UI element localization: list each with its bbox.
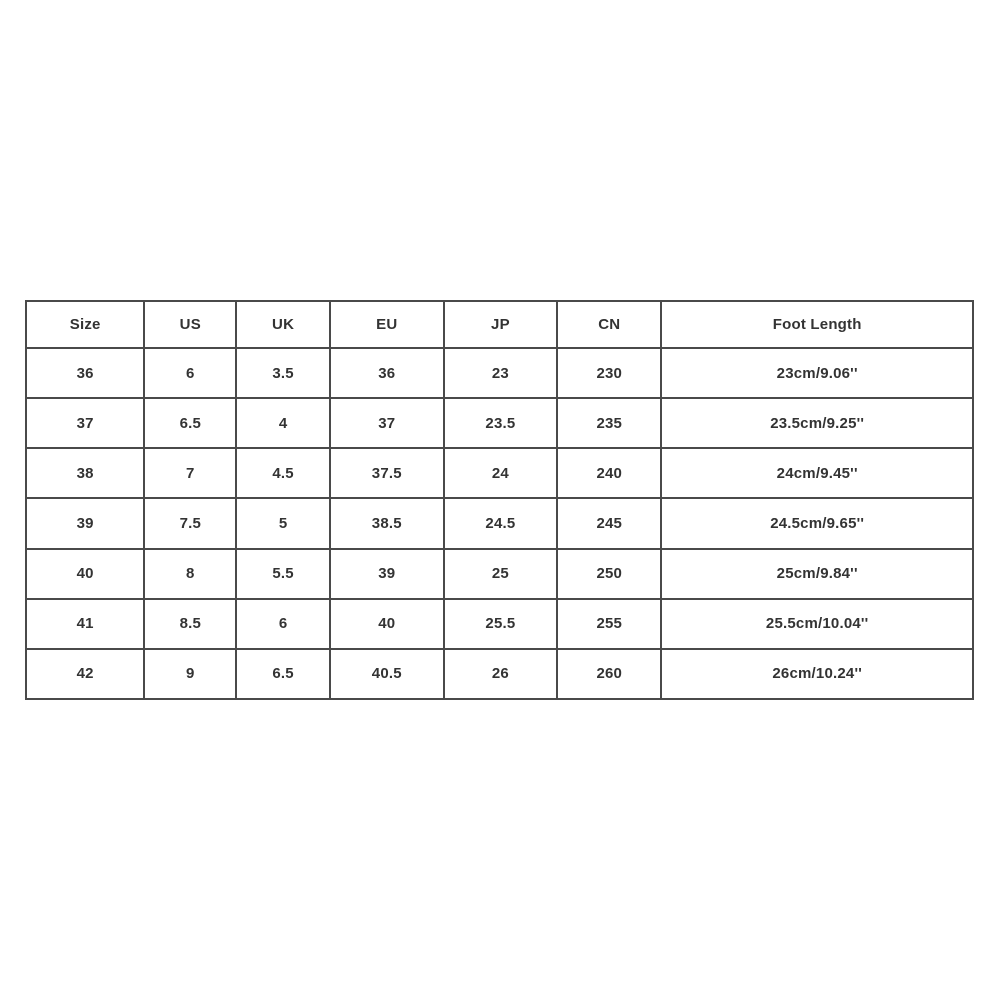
table-cell: 4 — [236, 398, 330, 448]
table-cell: 38 — [26, 448, 144, 498]
table-cell: 6 — [144, 348, 236, 398]
table-cell: 6 — [236, 599, 330, 649]
table-cell: 36 — [330, 348, 444, 398]
table-cell: 38.5 — [330, 498, 444, 548]
table-row — [26, 549, 973, 599]
table-cell: 41 — [26, 599, 144, 649]
table-row — [26, 448, 973, 498]
column-header-eu: EU — [330, 301, 444, 348]
table-row — [26, 348, 973, 398]
table-cell: 23cm/9.06'' — [661, 348, 973, 398]
table-cell: 23.5cm/9.25'' — [661, 398, 973, 448]
table-cell: 40 — [330, 599, 444, 649]
table-cell: 6.5 — [236, 649, 330, 699]
table-cell: 39 — [26, 498, 144, 548]
table-cell: 25 — [444, 549, 558, 599]
table-cell: 23 — [444, 348, 558, 398]
column-header-size: Size — [26, 301, 144, 348]
table-cell: 24 — [444, 448, 558, 498]
table-cell: 25cm/9.84'' — [661, 549, 973, 599]
table-cell: 250 — [557, 549, 661, 599]
table-cell: 6.5 — [144, 398, 236, 448]
header-row — [26, 301, 973, 348]
table-cell: 36 — [26, 348, 144, 398]
table-cell: 230 — [557, 348, 661, 398]
table-cell: 40.5 — [330, 649, 444, 699]
table-cell: 5 — [236, 498, 330, 548]
table-row — [26, 649, 973, 699]
column-header-us: US — [144, 301, 236, 348]
table-body — [26, 348, 973, 699]
table-cell: 24.5 — [444, 498, 558, 548]
table-cell: 37.5 — [330, 448, 444, 498]
table-cell: 3.5 — [236, 348, 330, 398]
table-cell: 42 — [26, 649, 144, 699]
size-chart — [25, 300, 974, 700]
table-cell: 260 — [557, 649, 661, 699]
table-cell: 7.5 — [144, 498, 236, 548]
table-cell: 37 — [330, 398, 444, 448]
table-cell: 26 — [444, 649, 558, 699]
column-header-uk: UK — [236, 301, 330, 348]
table-cell: 23.5 — [444, 398, 558, 448]
column-header-jp: JP — [444, 301, 558, 348]
table-cell: 39 — [330, 549, 444, 599]
table-cell: 25.5 — [444, 599, 558, 649]
table-cell: 245 — [557, 498, 661, 548]
table-cell: 26cm/10.24'' — [661, 649, 973, 699]
table-row — [26, 498, 973, 548]
table-cell: 5.5 — [236, 549, 330, 599]
table-cell: 37 — [26, 398, 144, 448]
column-header-foot-length: Foot Length — [661, 301, 973, 348]
column-header-cn: CN — [557, 301, 661, 348]
table-cell: 9 — [144, 649, 236, 699]
table-cell: 240 — [557, 448, 661, 498]
size-chart-table — [25, 300, 974, 700]
table-cell: 24.5cm/9.65'' — [661, 498, 973, 548]
table-cell: 255 — [557, 599, 661, 649]
table-cell: 8.5 — [144, 599, 236, 649]
table-cell: 8 — [144, 549, 236, 599]
table-cell: 25.5cm/10.04'' — [661, 599, 973, 649]
table-row — [26, 398, 973, 448]
table-cell: 24cm/9.45'' — [661, 448, 973, 498]
table-cell: 4.5 — [236, 448, 330, 498]
table-row — [26, 599, 973, 649]
table-cell: 235 — [557, 398, 661, 448]
table-cell: 7 — [144, 448, 236, 498]
table-cell: 40 — [26, 549, 144, 599]
